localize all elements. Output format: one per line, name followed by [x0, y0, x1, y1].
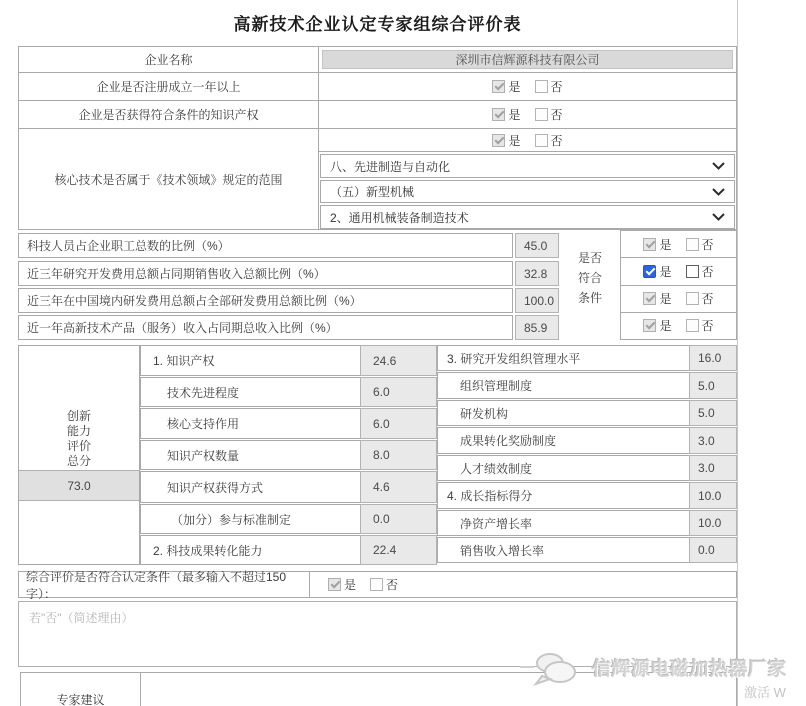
score-row-label: 技术先进程度	[140, 377, 361, 407]
score-row-label: 1. 知识产权	[140, 345, 361, 376]
yes-label: 是	[659, 292, 672, 307]
ratio-checkbox-column	[620, 230, 737, 340]
yes-checkbox[interactable]	[492, 108, 505, 121]
conclusion-checkbox-cell	[309, 571, 737, 598]
score-row-value: 3.0	[689, 427, 737, 454]
ratio-checkbox-row	[621, 312, 736, 339]
chevron-down-icon	[712, 162, 725, 170]
no-checkbox[interactable]	[686, 319, 699, 332]
tech-field-level2-value: （五）新型机械	[330, 185, 415, 200]
no-label: 否	[701, 319, 714, 334]
ratio-row-value: 45.0	[515, 233, 559, 258]
tech-field-level1-value: 八、先进制造与自动化	[330, 159, 451, 174]
yes-label: 是	[344, 578, 357, 592]
ratio-row-value: 32.8	[515, 261, 559, 286]
yes-label: 是	[508, 108, 521, 122]
yes-label: 是	[508, 133, 521, 148]
meets-line: 是否	[577, 251, 602, 265]
no-checkbox[interactable]	[535, 80, 548, 93]
score-row-value: 6.0	[360, 377, 437, 407]
total-label-line: 创新	[66, 409, 91, 423]
ratio-checkbox-row	[621, 257, 736, 284]
score-row-value: 6.0	[360, 408, 437, 439]
total-label-line: 能力	[66, 424, 91, 438]
table-row	[19, 72, 736, 100]
registered-over-one-year-label: 企业是否注册成立一年以上	[19, 73, 319, 100]
score-row-value: 10.0	[689, 510, 737, 536]
no-checkbox[interactable]	[535, 108, 548, 121]
score-row-label: 核心支持作用	[140, 408, 361, 439]
score-row-label: 研发机构	[437, 400, 690, 426]
ratio-row-label: 近三年研究开发费用总额占同期销售收入总额比例（%）	[18, 261, 513, 286]
meets-line: 符合	[577, 271, 602, 285]
total-label-line: 评价	[66, 439, 91, 453]
yes-checkbox[interactable]	[643, 319, 656, 332]
chevron-down-icon	[712, 188, 725, 196]
no-checkbox[interactable]	[535, 134, 548, 147]
score-row-value: 4.6	[360, 471, 437, 503]
expert-suggestion-label: 专家建议	[56, 693, 105, 706]
ratio-row-value: 85.9	[515, 315, 559, 340]
no-label: 否	[701, 292, 714, 307]
expert-suggestion-value-cell	[140, 672, 737, 706]
score-row-value: 5.0	[689, 400, 737, 426]
meets-conditions-label	[560, 248, 620, 308]
no-label: 否	[550, 108, 563, 122]
score-row-label: 成果转化奖励制度	[437, 427, 690, 454]
ratio-row-label: 近一年高新技术产品（服务）收入占同期总收入比例（%）	[18, 315, 513, 340]
meets-line: 条件	[577, 291, 602, 305]
score-row-value: 22.4	[360, 535, 437, 565]
score-row-value: 5.0	[689, 372, 737, 399]
total-label-line: 总分	[66, 454, 91, 468]
ratio-checkbox-row	[621, 285, 736, 312]
score-row-label: 3. 研究开发组织管理水平	[437, 345, 690, 371]
ratio-checkbox-row	[621, 231, 736, 257]
yes-checkbox[interactable]	[643, 265, 656, 278]
tech-field-level3-dropdown[interactable]	[320, 205, 735, 229]
company-name-field: 深圳市信辉源科技有限公司	[322, 50, 733, 69]
reason-textarea[interactable]	[18, 601, 737, 667]
no-checkbox[interactable]	[686, 238, 699, 251]
no-checkbox[interactable]	[370, 578, 383, 591]
no-label: 否	[386, 578, 399, 592]
yes-checkbox[interactable]	[328, 578, 341, 591]
no-label: 否	[550, 133, 563, 148]
no-label: 否	[701, 264, 714, 279]
core-tech-scope-label: 核心技术是否属于《技术领域》规定的范围	[19, 129, 319, 229]
tech-field-level2-dropdown[interactable]	[320, 180, 735, 204]
score-row-value: 10.0	[689, 482, 737, 509]
score-row-label: 销售收入增长率	[437, 537, 690, 563]
ratio-row-value: 100.0	[515, 288, 559, 313]
enterprise-info-table	[18, 46, 737, 230]
expert-suggestion-label-cell	[20, 672, 141, 706]
yes-checkbox[interactable]	[492, 134, 505, 147]
page-title: 高新技术企业认定专家组综合评价表	[233, 15, 522, 34]
innovation-total-score-label	[19, 409, 139, 469]
score-row-label: 2. 科技成果转化能力	[140, 535, 361, 565]
no-checkbox[interactable]	[686, 265, 699, 278]
tech-field-level1-dropdown[interactable]	[320, 154, 735, 178]
score-row-value: 16.0	[689, 345, 737, 371]
score-row-label: 净资产增长率	[437, 510, 690, 536]
no-label: 否	[550, 80, 563, 94]
yes-label: 是	[659, 264, 672, 279]
score-row-label: 4. 成长指标得分	[437, 482, 690, 509]
score-row-value: 0.0	[360, 504, 437, 534]
conclusion-question-label: 综合评价是否符合认定条件（最多输入不超过150字）：	[18, 571, 310, 598]
ratio-row-label: 科技人员占企业职工总数的比例（%）	[18, 233, 513, 258]
score-row-value: 3.0	[689, 455, 737, 481]
score-row-label: 组织管理制度	[437, 372, 690, 399]
yes-label: 是	[508, 80, 521, 94]
yes-checkbox[interactable]	[643, 238, 656, 251]
table-row	[19, 47, 736, 72]
score-row-label: 知识产权获得方式	[140, 471, 361, 503]
yes-checkbox[interactable]	[643, 292, 656, 305]
brand-watermark-text: 信辉源电磁加热器厂家	[592, 658, 788, 680]
table-row	[19, 128, 736, 229]
yes-checkbox[interactable]	[492, 80, 505, 93]
yes-label: 是	[659, 237, 672, 252]
ratio-row-label: 近三年在中国境内研发费用总额占全部研发费用总额比例（%）	[18, 288, 513, 313]
score-row-label: （加分）参与标准制定	[140, 504, 361, 534]
chevron-down-icon	[712, 213, 725, 221]
score-row-value: 0.0	[689, 537, 737, 563]
no-label: 否	[701, 237, 714, 252]
content-right-border	[737, 0, 738, 706]
table-row	[19, 100, 736, 128]
company-name-label: 企业名称	[19, 47, 319, 72]
tech-field-level3-value: 2、通用机械装备制造技术	[330, 210, 469, 225]
score-row-label: 知识产权数量	[140, 440, 361, 470]
score-row-value: 8.0	[360, 440, 437, 470]
no-checkbox[interactable]	[686, 292, 699, 305]
activation-watermark: 激活 W	[744, 685, 786, 700]
yes-label: 是	[659, 319, 672, 334]
innovation-total-score-value: 73.0	[19, 470, 139, 501]
score-row-value: 24.6	[360, 345, 437, 376]
innovation-total-score-cell	[18, 345, 140, 565]
score-row-label: 人才绩效制度	[437, 455, 690, 481]
qualified-ip-label: 企业是否获得符合条件的知识产权	[19, 101, 319, 128]
